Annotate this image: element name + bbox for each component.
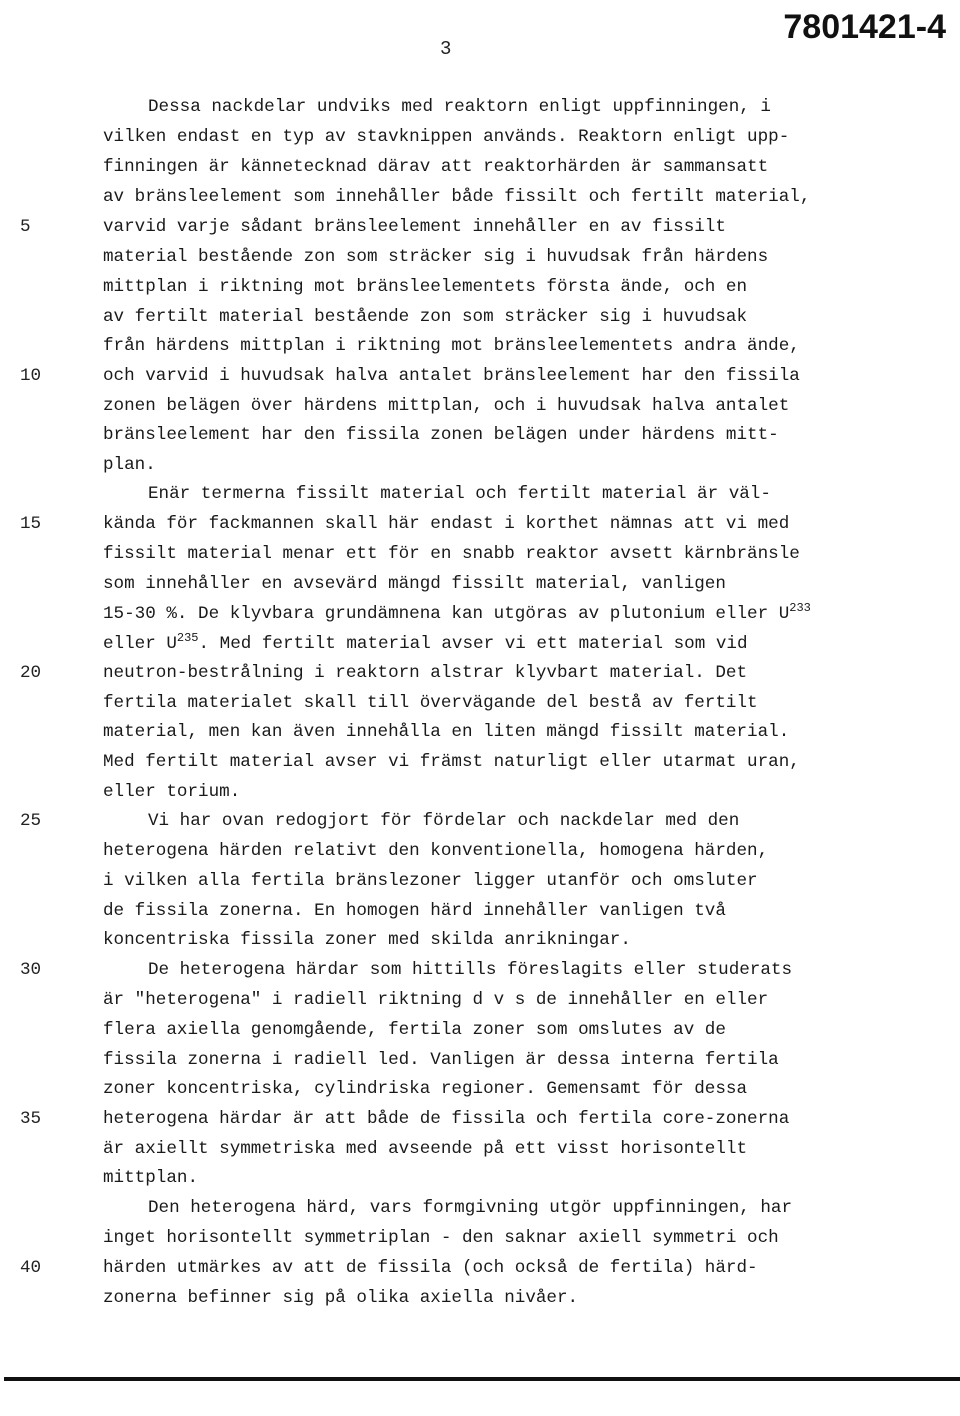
margin-line-number: 25: [20, 811, 42, 831]
text-line: varvid varje sådant bränsleelement innehåller en av fissilt: [103, 217, 726, 237]
text-line: neutron-bestrålning i reaktorn alstrar klyvbart material. Det: [103, 663, 748, 683]
margin-line-number: 20: [20, 663, 42, 683]
page-number: 3: [440, 38, 452, 60]
text-line: härden utmärkes av att de fissila (och också de fertila) härd-: [103, 1258, 758, 1278]
text-line: Med fertilt material avser vi främst naturligt eller utarmat uran,: [103, 752, 800, 772]
text-line: flera axiella genomgående, fertila zoner som omslutes av de: [103, 1020, 726, 1040]
text-line: de fissila zonerna. En homogen härd innehåller vanligen två: [103, 901, 726, 921]
text-line: bränsleelement har den fissila zonen belägen under härdens mitt-: [103, 425, 779, 445]
text-line-u233: 15-30 %. De klyvbara grundämnena kan utgöras av plutonium eller $U^{233}$: [103, 601, 811, 624]
text-line: heterogena härdar är att både de fissila och fertila core-zonerna: [103, 1109, 790, 1129]
text-line: zonerna befinner sig på olika axiella nivåer.: [103, 1288, 579, 1308]
margin-line-number: 15: [20, 514, 42, 534]
text-line: av fertilt material bestående zon som sträcker sig i huvudsak: [103, 307, 748, 327]
text-line: Dessa nackdelar undviks med reaktorn enligt uppfinningen, i: [148, 97, 771, 117]
text-line: kända för fackmannen skall här endast i korthet nämnas att vi med: [103, 514, 790, 534]
text-line: koncentriska fissila zoner med skilda anrikningar.: [103, 930, 631, 950]
text-line: och varvid i huvudsak halva antalet bränsleelement har den fissila: [103, 366, 800, 386]
text-line: fertila materialet skall till övervägande del bestå av fertilt: [103, 693, 758, 713]
document-number: 7801421-4: [783, 8, 946, 46]
text-line: Den heterogena härd, vars formgivning utgör uppfinningen, har: [148, 1198, 793, 1218]
text-line: vilken endast en typ av stavknippen används. Reaktorn enligt upp-: [103, 127, 790, 147]
margin-line-number: 5: [20, 217, 31, 237]
text-line: zonen belägen över härdens mittplan, och i huvudsak halva antalet: [103, 396, 790, 416]
text-line: är axiellt symmetriska med avseende på ett visst horisontellt: [103, 1139, 748, 1159]
text-line: mittplan i riktning mot bränsleelementets första ände, och en: [103, 277, 748, 297]
text-line: som innehåller en avsevärd mängd fissilt material, vanligen: [103, 574, 726, 594]
superscript-235: 235: [176, 631, 199, 645]
text-line: heterogena härden relativt den konventionella, homogena härden,: [103, 841, 769, 861]
text-line: av bränsleelement som innehåller både fissilt och fertilt material,: [103, 187, 811, 207]
margin-line-number: 10: [20, 366, 42, 386]
text-line: material bestående zon som sträcker sig i huvudsak från härdens: [103, 247, 769, 267]
text-line: Vi har ovan redogjort för fördelar och nackdelar med den: [148, 811, 740, 831]
text-line: zoner koncentriska, cylindriska regioner. Gemensamt för dessa: [103, 1079, 748, 1099]
margin-line-number: 35: [20, 1109, 42, 1129]
text-line: Enär termerna fissilt material och fertilt material är väl-: [148, 484, 771, 504]
text-line: i vilken alla fertila bränslezoner ligger utanför och omsluter: [103, 871, 758, 891]
text-line: från härdens mittplan i riktning mot bränsleelementets andra ände,: [103, 336, 800, 356]
text-line: material, men kan även innehålla en liten mängd fissilt material.: [103, 722, 790, 742]
superscript-233: 233: [789, 601, 811, 615]
text-line: De heterogena härdar som hittills föreslagits eller studerats: [148, 960, 793, 980]
text-line: fissilt material menar ett för en snabb reaktor avsett kärnbränsle: [103, 544, 800, 564]
text-line: mittplan.: [103, 1168, 199, 1188]
text-line: inget horisontellt symmetriplan - den saknar axiell symmetri och: [103, 1228, 779, 1248]
margin-line-number: 40: [20, 1258, 42, 1278]
text-line: plan.: [103, 455, 156, 475]
text-line: eller torium.: [103, 782, 241, 802]
text-line: är "heterogena" i radiell riktning d v s de innehåller en eller: [103, 990, 769, 1010]
text-line: finningen är kännetecknad därav att reaktorhärden är sammansatt: [103, 157, 769, 177]
margin-line-number: 30: [20, 960, 42, 980]
bottom-rule: [4, 1377, 960, 1381]
text-line-u235: eller $U^{235}$. Med fertilt material avser vi ett material som vid: [103, 631, 748, 654]
text-line: fissila zonerna i radiell led. Vanligen är dessa interna fertila: [103, 1050, 779, 1070]
